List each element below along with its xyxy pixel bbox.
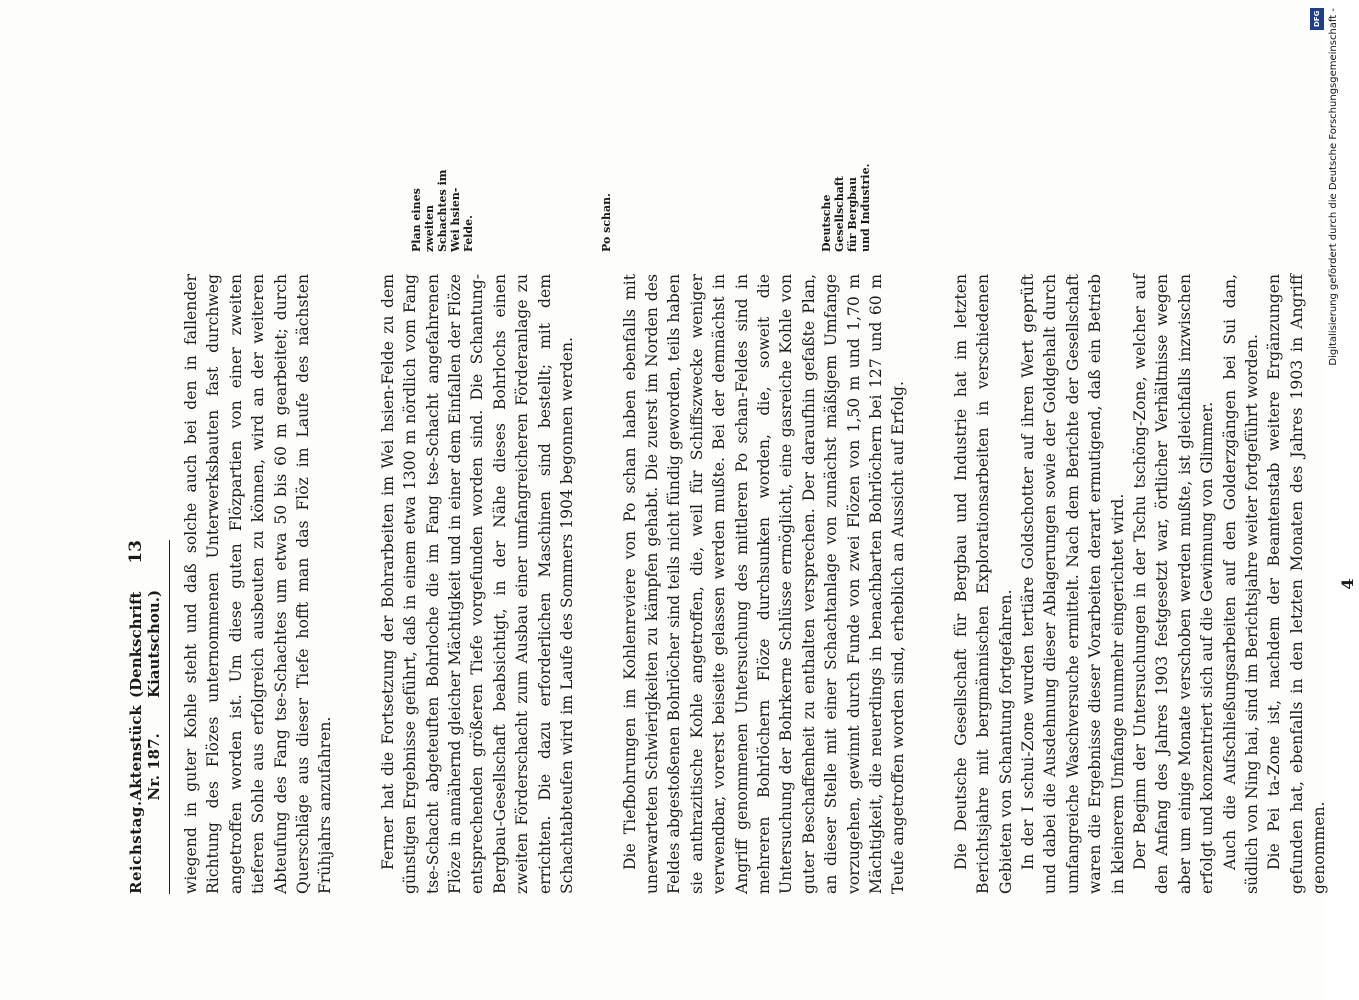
header-denkschrift: (Denkschrift Kiautschou.) <box>127 589 163 698</box>
running-header <box>126 540 170 894</box>
digitization-strip <box>1307 8 1339 394</box>
dfg-logo-icon: DFG <box>1310 8 1324 30</box>
page-number: 13 <box>126 540 146 564</box>
paragraph-1: wiegend in guter Kohle steht und daß solche auch bei den in fallender Richtung des Flözes unternommenen Unterwerksbauten fast durchweg angetroffen worden ist. Um diese guten Flözpartien von einer zweiten tieferen Sohle aus erfolgreich ausbeuten zu können, wird an der weiteren Abteufung des Fang tse-Schachtes um etwa 50 bis 60 m gearbeitet; durch Querschläge aus dieser Tiefe hofft man das Flöz im Laufe des nächsten Frühjahrs anzufahren. <box>182 274 335 894</box>
margin-note-po-schan: Po schan. <box>600 193 613 252</box>
header-reichstag: Reichstag. <box>127 800 145 894</box>
paragraph-2: Ferner hat die Fortsetzung der Bohrarbeiten im Wei hsien-Felde zu dem günstigen Ergebnisse geführt, daß in einem etwa 1300 m nördlich vom Fang tse-Schacht abgeteuften Bohrloche die im Fang tse-Schacht angefahrenen Flöze in annähernd gleicher Mächtigkeit und in einer dem Einfallen der Flöze entsprechenden größeren Tiefe vorgefunden worden sind. Die Schantung-Bergbau-Gesellschaft beabsichtigt, in der Nähe dieses Bohrlochs einen zweiten Förderschacht zum Ausbau einer umfangreicheren Förderanlage zu errichten. Die dazu erforderlichen Maschinen sind bestellt; mit dem Schachtabteufen wird im Laufe des Sommers 1904 begonnen werden. <box>378 274 577 894</box>
paragraph-5: In der I schui-Zone wurden tertiäre Goldschotter auf ihren Wert geprüft und dabei die Ausdehnung dieser Ablagerungen sowie der Goldgehalt durch umfangreiche Waschversuche ermittelt. Nach dem Berichte der Gesellschaft waren die Ergebnisse dieser Vorarbeiten derart ermutigend, daß ein Betrieb in kleinerem Umfange nunmehr eingerichtet wird. <box>1019 274 1127 894</box>
paragraph-6: Der Beginn der Untersuchungen in der Tschu tschöng-Zone, welcher auf den Anfang des Jahres 1903 festgesetzt war, örtlicher Verhältnisse wegen aber um einige Monate verschoben werden mußte, ist gleichfalls inzwischen erfolgt und konzentriert sich auf die Gewinnung von Glimmer. <box>1131 274 1217 894</box>
paragraph-7: Auch die Aufschließungsarbeiten auf den Golderzgängen bei Sui dan, südlich von Ning hai, sind im Berichtsjahre weiter fortgeführt worden. <box>1220 274 1262 894</box>
paragraph-3: Die Tiefbohrungen im Kohlenreviere von Po schan haben ebenfalls mit unerwarteten Schwierigkeiten zu kämpfen gehabt. Die zuerst im Norden des Feldes abgestoßenen Bohrlöcher sind teils nicht fündig geworden, teils haben sie anthrazitische Kohle angetroffen, die, weil für Schiffszwecke weniger verwendbar, vorerst beiseite gelassen werden mußte. Bei der demnächst in Angriff genommenen Untersuchung des mittleren Po schan-Feldes sind in mehreren Bohrlöchern Flöze durchsunken worden, die, soweit die Untersuchung der Bohrkerne Schlüsse ermöglicht, eine gasreiche Kohle von guter Beschaffenheit zu enthalten versprechen. Der daraufhin gefaßte Plan, an dieser Stelle mit einer Schachtanlage von zunächst mäßigem Umfange vorzugehen, gewinnt durch Funde von zwei Flözen von 1,50 m und 1,70 m Mächtigkeit, die neuerdings in benachbarten Bohrlöchern bei 127 und 60 m Teufe angetroffen worden sind, erheblich an Aussicht auf Erfolg. <box>620 274 908 894</box>
digitization-credit: Digitalisierung gefördert durch die Deutsche Forschungsgemeinschaft - <box>1328 8 1339 366</box>
signature-mark: 4 <box>1337 578 1357 590</box>
paragraph-8: Die Pei ta-Zone ist, nachdem der Beamtenstab weitere Ergänzungen gefunden hat, ebenfalls in den letzten Monaten des Jahres 1903 in Angriff genommen. <box>1265 274 1329 894</box>
margin-note-gesellschaft: Deutsche Gesellschaft für Bergbau und Industrie. <box>820 163 872 252</box>
main-text-column <box>180 274 1359 894</box>
paragraph-4: Die Deutsche Gesellschaft für Bergbau und Industrie hat im letzten Berichtsjahre mit bergmännischen Explorationsarbeiten in verschiedenen Gebieten von Schantung fortgefahren. <box>951 274 1015 894</box>
header-aktenstueck: Aktenstück Nr. 187. <box>127 705 163 801</box>
margin-note-schacht: Plan eines zweiten Schachtes im Wei hsien-Felde. <box>410 169 475 252</box>
